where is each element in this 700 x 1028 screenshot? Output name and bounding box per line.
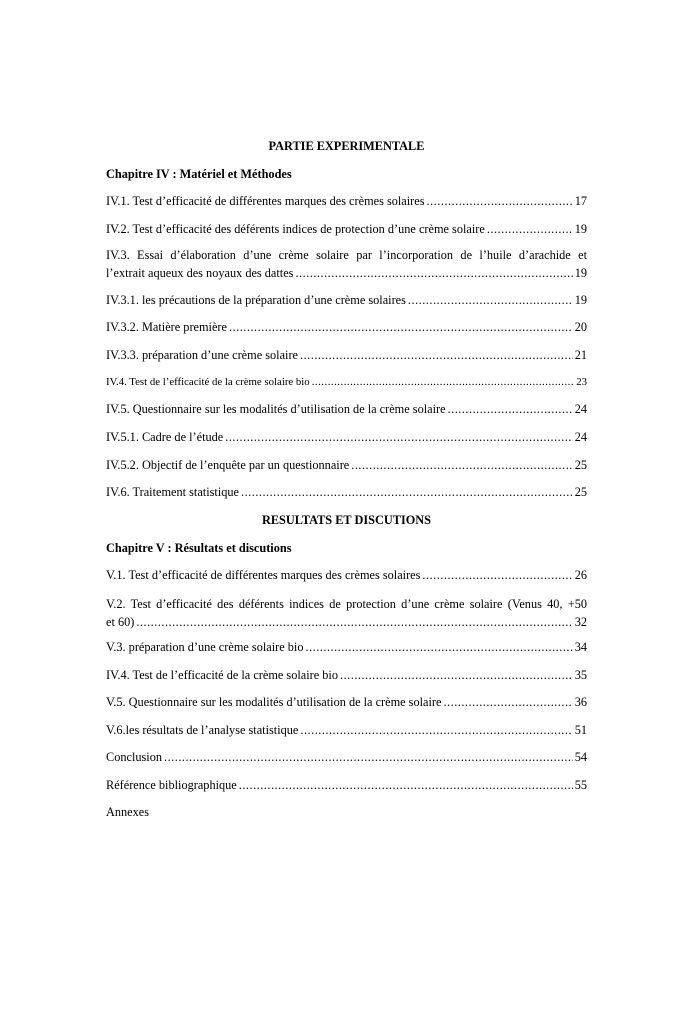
entry-title: V.3. préparation d’une crème solaire bio: [106, 640, 304, 654]
entry-page: 21: [574, 348, 587, 362]
entry-page: 20: [574, 320, 587, 334]
entry-title: V.6.les résultats de l’analyse statistique: [106, 723, 299, 737]
entry-page: 35: [574, 668, 587, 682]
entry-title: IV.3.3. préparation d’une crème solaire: [106, 348, 299, 362]
dot-leader: [229, 319, 573, 335]
entry-page: 51: [574, 723, 587, 737]
entry-page: 25: [574, 485, 587, 499]
entry-title: V.1. Test d’efficacité de différentes marques des crèmes solaires: [106, 568, 421, 582]
dot-leader: [312, 374, 575, 390]
toc-entry-v-1[interactable]: [106, 567, 587, 583]
entry-title: IV.5. Questionnaire sur les modalités d’utilisation de la crème solaire: [106, 402, 446, 416]
dot-leader: [295, 264, 572, 282]
toc-entry-iv-3[interactable]: [106, 246, 587, 282]
chapter-4-title: Chapitre IV : Matériel et Méthodes: [106, 167, 292, 181]
entry-title: IV.2. Test d’efficacité des déférents indices de protection d’une crème solaire: [106, 222, 485, 236]
entry-page: 19: [574, 293, 587, 307]
entry-page: 34: [574, 640, 587, 654]
dot-leader: [422, 567, 572, 583]
entry-title: IV.5.2. Objectif de l’enquête par un questionnaire: [106, 458, 350, 472]
entry-page: 19: [574, 266, 587, 280]
toc-entry-references[interactable]: [106, 777, 587, 793]
dot-leader: [408, 292, 573, 308]
toc-entry-iv-3-1[interactable]: [106, 292, 587, 308]
experimental-heading: PARTIE EXPERIMENTALE: [268, 139, 425, 153]
entry-page: 32: [574, 615, 587, 629]
dot-leader: [241, 484, 573, 500]
entry-title: IV.1. Test d’efficacité de différentes marques des crèmes solaires: [106, 194, 425, 208]
dot-leader: [448, 401, 573, 417]
toc-entry-iv-6[interactable]: [106, 484, 587, 500]
dot-leader: [239, 777, 573, 793]
entry-title: IV.3.2. Matière première: [106, 320, 227, 334]
chapter-5-title: Chapitre V : Résultats et discutions: [106, 541, 292, 555]
toc-entry-iv-3-2[interactable]: [106, 319, 587, 335]
toc-entry-iv-5-1[interactable]: [106, 429, 587, 445]
toc-entry-annexes[interactable]: Annexes: [106, 805, 150, 819]
toc-entry-iv-1[interactable]: [106, 193, 587, 209]
toc-entry-iv-4[interactable]: [106, 374, 587, 390]
dot-leader: [300, 722, 572, 738]
toc-entry-conclusion[interactable]: [106, 749, 587, 765]
toc-entry-iv-3-3[interactable]: [106, 347, 587, 363]
dot-leader: [164, 749, 573, 765]
toc-entry-v-2[interactable]: [106, 595, 587, 631]
entry-title: et 60): [106, 615, 135, 629]
entry-title: IV.5.1. Cadre de l’étude: [106, 430, 224, 444]
toc-entry-v-5[interactable]: [106, 694, 587, 710]
dot-leader: [427, 193, 573, 209]
entry-title: IV.4. Test de l’efficacité de la crème solaire bio: [106, 376, 310, 388]
entry-title: Conclusion: [106, 750, 163, 764]
entry-page: 24: [574, 430, 587, 444]
dot-leader: [305, 639, 572, 655]
entry-page: 19: [574, 222, 587, 236]
toc-entry-v-4[interactable]: [106, 667, 587, 683]
toc-entry-v-3[interactable]: [106, 639, 587, 655]
toc-entry-v-6[interactable]: [106, 722, 587, 738]
dot-leader: [136, 613, 572, 631]
entry-page: 17: [574, 194, 587, 208]
entry-page: 24: [574, 402, 587, 416]
dot-leader: [351, 457, 572, 473]
entry-title: V.5. Questionnaire sur les modalités d’utilisation de la crème solaire: [106, 695, 442, 709]
toc-entry-iv-5-2[interactable]: [106, 457, 587, 473]
dot-leader: [225, 429, 572, 445]
entry-page: 54: [574, 750, 587, 764]
entry-title: IV.4. Test de l’efficacité de la crème solaire bio: [106, 668, 339, 682]
entry-title: IV.6. Traitement statistique: [106, 485, 239, 499]
toc-entry-iv-2[interactable]: [106, 221, 587, 237]
entry-title-line-1: V.2. Test d’efficacité des déférents indices de protection d’une crème solaire (Venus 40, +50: [106, 597, 587, 611]
entry-page: 26: [574, 568, 587, 582]
entry-title-line-1: IV.3. Essai d’élaboration d’une crème solaire par l’incorporation de l’huile d’arachide et: [106, 248, 587, 262]
results-heading: RESULTATS ET DISCUTIONS: [261, 513, 432, 527]
entry-page: 25: [574, 458, 587, 472]
dot-leader: [340, 667, 573, 683]
entry-page: 55: [574, 778, 587, 792]
entry-title: IV.3.1. les précautions de la préparation d’une crème solaires: [106, 293, 406, 307]
dot-leader: [487, 221, 573, 237]
entry-title: l’extrait aqueux des noyaux des dattes: [106, 266, 294, 280]
dot-leader: [300, 347, 573, 363]
dot-leader: [443, 694, 572, 710]
entry-page: 36: [574, 695, 587, 709]
entry-title: Référence bibliographique: [106, 778, 237, 792]
toc-entry-iv-5[interactable]: [106, 401, 587, 417]
entry-page: 23: [576, 376, 587, 388]
